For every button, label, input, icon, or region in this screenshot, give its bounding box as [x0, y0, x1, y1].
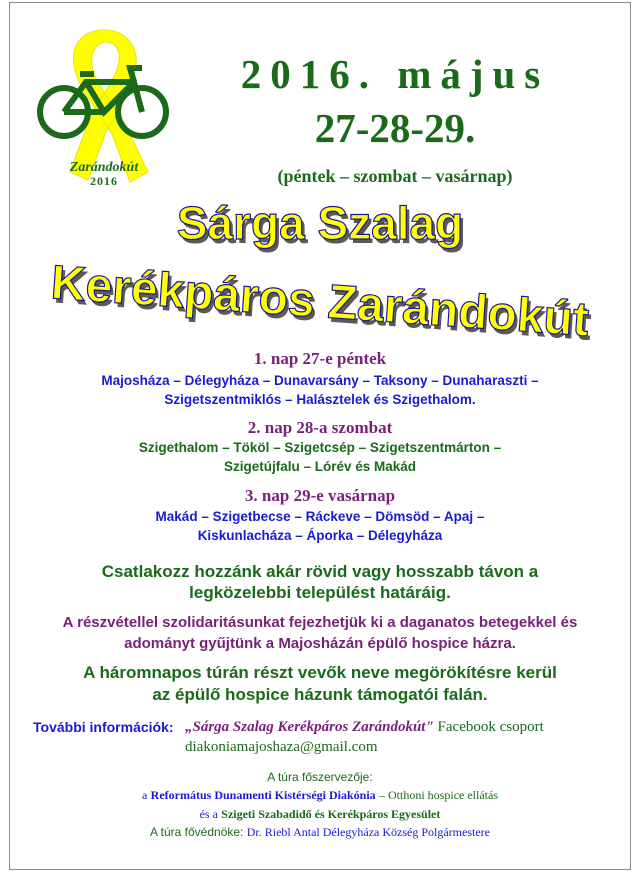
date-days: 27-28-29.: [314, 105, 476, 151]
join-line2: legközelebbi települést határáig.: [189, 583, 451, 602]
patron-name: Dr. Riebl Antal Délegyháza Község Polgármestere: [246, 825, 490, 839]
organizer-1-name: Református Dunamenti Kistérségi Diakónia: [150, 788, 376, 802]
names-line2: az épülő hospice házunk támogatói falán.: [152, 685, 488, 704]
weekdays: (péntek – szombat – vasárnap): [277, 166, 513, 186]
logo-year: 2016: [90, 174, 118, 188]
day1-route-line2: Szigetszentmiklós – Halásztelek és Szigethalom.: [164, 392, 476, 407]
join-line1: Csatlakozz hozzánk akár rövid vagy hosszabb távon a: [101, 562, 539, 581]
organizer-2-line: [20, 805, 620, 824]
day1-heading: 1. nap 27-e péntek: [253, 349, 387, 368]
facebook-group[interactable]: [185, 719, 544, 736]
names-line1: A háromnapos túrán részt vevők neve megörökítésre kerül: [83, 663, 557, 682]
title-line2: Kerékpáros Zarándokút: [49, 256, 591, 347]
facebook-suffix: Facebook csoport: [437, 719, 544, 735]
organizer-label: A túra főszervezője:: [267, 770, 373, 784]
day2-route-line2: Szigetújfalu – Lórév és Makád: [223, 459, 417, 474]
organizer-1-prefix: a: [142, 788, 148, 802]
date-month-year: 2016. május: [240, 51, 550, 97]
organizer-2-prefix: és a: [199, 807, 218, 821]
patron-line: [20, 823, 620, 842]
day2-heading: 2. nap 28-a szombat: [247, 418, 393, 437]
organizer-1-line: [20, 786, 620, 805]
support-line1: A részvétellel szolidaritásunkat fejezhetjük ki a daganatos betegekkel és: [62, 614, 578, 631]
organizer-2-name: Szigeti Szabadidő és Kerékpáros Egyesület: [221, 807, 441, 821]
info-label: További információk:: [33, 719, 174, 735]
organizer-label-line: [20, 768, 620, 787]
day2-route-line1: Szigethalom – Tököl – Szigetcsép – Szigetszentmárton –: [138, 440, 502, 455]
day3-route-line2: Kiskunlacháza – Áporka – Délegyháza: [197, 528, 443, 543]
support-line2: adományt gyűjtünk a Majosházán épülő hospice házra.: [124, 635, 516, 652]
title-line1: Sárga Szalag: [176, 197, 464, 249]
day3-route-line1: Makád – Szigetbecse – Ráckeve – Dömsöd – Apaj –: [155, 509, 485, 524]
logo-caption: Zarándokút: [69, 160, 139, 175]
day3-heading: 3. nap 29-e vasárnap: [244, 486, 396, 505]
day1-route-line1: Majosháza – Délegyháza – Dunavarsány – Taksony – Dunaharaszti –: [101, 373, 539, 388]
organizer-1-suffix: – Otthoni hospice ellátás: [379, 788, 498, 802]
patron-label: A túra fővédnöke:: [149, 825, 244, 839]
email-link[interactable]: diakoniamajoshaza@gmail.com: [185, 739, 378, 755]
facebook-group-name: „Sárga Szalag Kerékpáros Zarándokút": [185, 719, 434, 735]
